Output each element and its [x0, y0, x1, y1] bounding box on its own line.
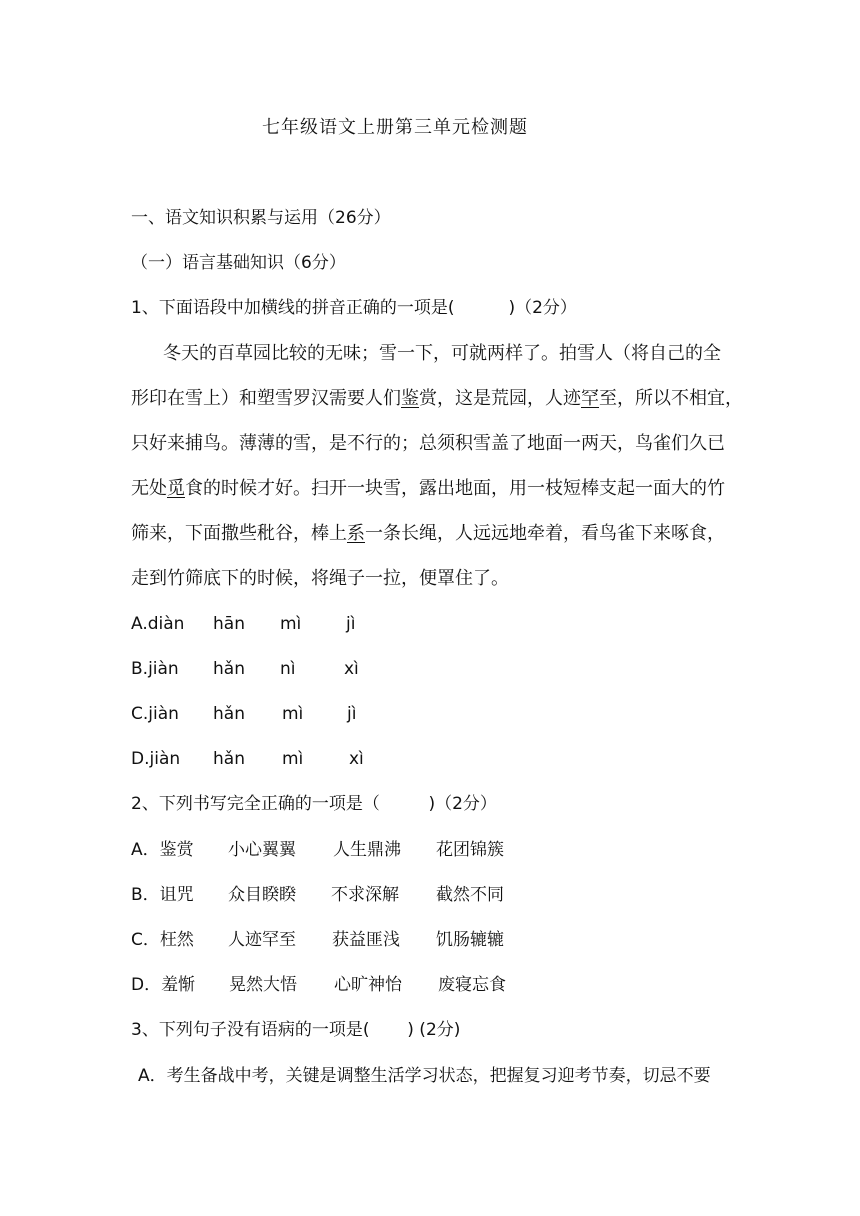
passage-text: 食的时候才好。扫开一块雪，露出地面，用一枝短棒支起一面大的竹: [185, 478, 725, 499]
option-cell: nì: [280, 659, 296, 679]
passage-line-4: [131, 477, 741, 501]
option-label: C.jiàn: [131, 704, 179, 724]
passage-line-5: [131, 522, 741, 546]
option-cell: 花团锦簇: [436, 840, 504, 860]
option-cell: hǎn: [213, 659, 245, 679]
question-3-stem: 3、下列句子没有语病的一项是( ) (2分): [131, 1020, 461, 1040]
passage-text: 无处: [131, 478, 167, 499]
passage-text: 至，所以不相宜，: [599, 388, 743, 409]
passage-text: 一条长绳，人远远地牵着，看鸟雀下来啄食，: [365, 523, 725, 544]
underlined-char: 系: [347, 523, 365, 544]
passage-text: 筛来，下面撒些秕谷，棒上: [131, 523, 347, 544]
option-label: B．诅咒: [131, 885, 194, 905]
option-cell: 心旷神怡: [334, 975, 402, 995]
option-cell: 不求深解: [331, 885, 399, 905]
option-cell: mì: [282, 704, 304, 724]
option-cell: xì: [349, 749, 364, 769]
passage-line-6: 走到竹筛底下的时候，将绳子一拉，便罩住了。: [131, 568, 509, 589]
option-cell: xì: [344, 659, 359, 679]
passage-text: 形印在雪上）和塑雪罗汉需要人们: [131, 388, 401, 409]
option-cell: hǎn: [213, 749, 245, 769]
option-cell: 截然不同: [436, 885, 504, 905]
page-title: 七年级语文上册第三单元检测题: [262, 117, 528, 138]
option-label: A.diàn: [131, 614, 185, 634]
option-cell: 饥肠辘辘: [436, 930, 504, 950]
question-1-stem: 1、下面语段中加横线的拼音正确的一项是( )（2分）: [131, 298, 577, 318]
option-label: D．羞惭: [131, 975, 196, 995]
section-heading: 一、语文知识积累与运用（26分）: [131, 208, 391, 228]
option-cell: mì: [280, 614, 302, 634]
underlined-char: 鉴: [401, 388, 419, 409]
underlined-char: 觅: [167, 478, 185, 499]
option-cell: 人生鼎沸: [333, 840, 401, 860]
option-cell: hǎn: [213, 704, 245, 724]
passage-line-2: [131, 387, 741, 411]
option-cell: 废寝忘食: [438, 975, 506, 995]
option-label: C．枉然: [131, 930, 194, 950]
underlined-char: 罕: [581, 388, 599, 409]
subsection-heading: （一）语言基础知识（6分）: [131, 253, 346, 273]
option-cell: hān: [213, 614, 245, 634]
option-cell: jì: [347, 704, 357, 724]
option-cell: 人迹罕至: [228, 930, 296, 950]
question-2-stem: 2、下列书写完全正确的一项是（ )（2分）: [131, 794, 497, 814]
option-cell: 众目睽睽: [228, 885, 296, 905]
option-cell: jì: [346, 614, 356, 634]
option-label: B.jiàn: [131, 659, 179, 679]
option-cell: mì: [282, 749, 304, 769]
option-label: D.jiàn: [131, 749, 181, 769]
option-cell: 晃然大悟: [229, 975, 297, 995]
option-cell: 小心翼翼: [228, 840, 296, 860]
q3-option-a: A．考生备战中考，关键是调整生活学习状态，把握复习迎考节奏，切忌不要: [138, 1066, 711, 1086]
passage-line-1: 冬天的百草园比较的无味；雪一下，可就两样了。拍雪人（将自己的全: [163, 343, 721, 364]
passage-line-3: 只好来捕鸟。薄薄的雪，是不行的；总须积雪盖了地面一两天，鸟雀们久已: [131, 433, 725, 454]
passage-text: 赏，这是荒园，人迹: [419, 388, 581, 409]
option-cell: 获益匪浅: [332, 930, 400, 950]
option-label: A．鉴赏: [131, 840, 194, 860]
